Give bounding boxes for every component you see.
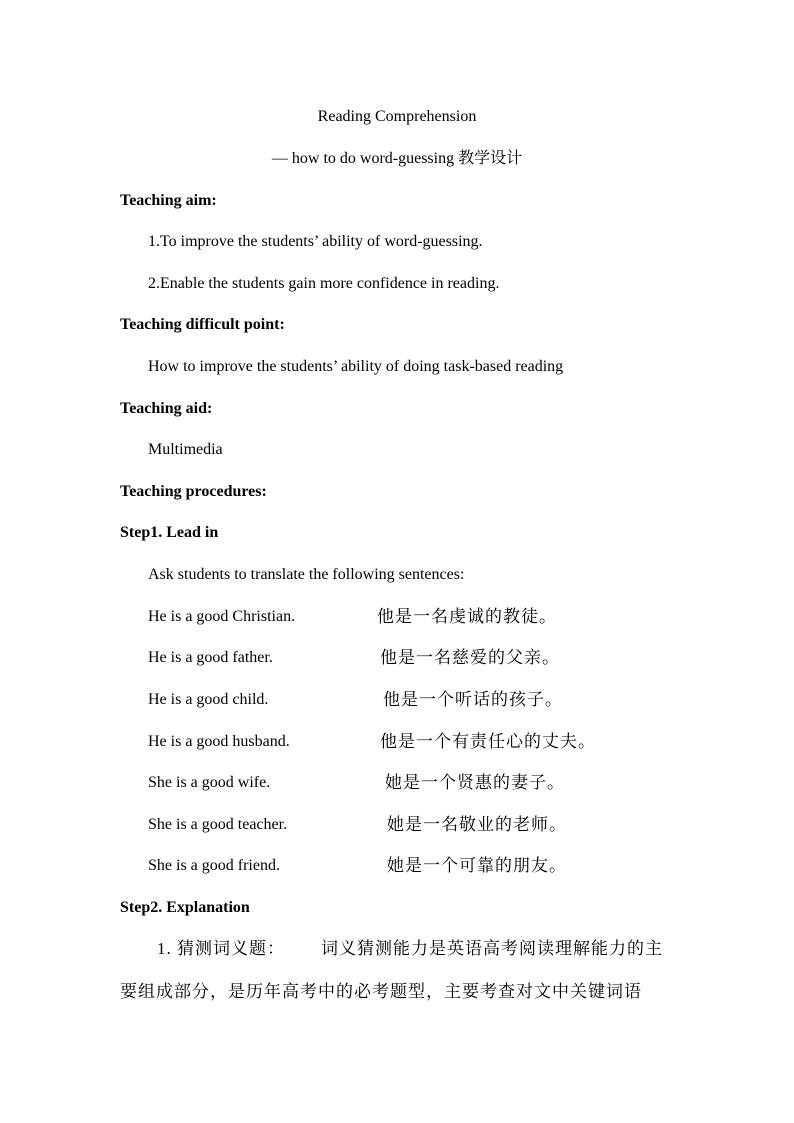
translation-row-en: She is a good wife. bbox=[148, 774, 271, 791]
translation-row-en: He is a good husband. bbox=[148, 733, 290, 750]
translation-row-zh: 他是一个有责任心的丈夫。 bbox=[380, 732, 596, 751]
teaching-aim-item: 1.To improve the students’ ability of word-guessing. bbox=[148, 233, 483, 250]
step1-heading: Step1. Lead in bbox=[120, 524, 219, 541]
translation-row-zh: 她是一个可靠的朋友。 bbox=[387, 856, 567, 875]
difficult-point-heading: Teaching difficult point: bbox=[120, 316, 285, 333]
translation-row-en: She is a good teacher. bbox=[148, 816, 288, 833]
document-subtitle: — how to do word-guessing 教学设计 bbox=[271, 150, 523, 167]
step2-para-label: 1. 猜测词义题： bbox=[157, 939, 285, 958]
translation-row-zh: 她是一个贤惠的妻子。 bbox=[385, 773, 565, 792]
translation-row-zh: 他是一名慈爱的父亲。 bbox=[380, 648, 560, 667]
teaching-aid-text: Multimedia bbox=[148, 441, 223, 458]
step2-para-line: 要组成部分，是历年高考中的必考题型，主要考查对文中关键词语 bbox=[120, 982, 642, 1001]
translation-row-zh: 他是一个听话的孩子。 bbox=[383, 690, 563, 709]
difficult-point-text: How to improve the students’ ability of doing task-based reading bbox=[148, 358, 564, 375]
document-title: Reading Comprehension bbox=[317, 108, 477, 125]
step1-instruction: Ask students to translate the following sentences: bbox=[148, 566, 465, 583]
translation-row-zh: 她是一名敬业的老师。 bbox=[387, 815, 567, 834]
teaching-aim-item: 2.Enable the students gain more confidence in reading. bbox=[148, 275, 500, 292]
translation-row-en: He is a good child. bbox=[148, 691, 269, 708]
translation-row-en: He is a good Christian. bbox=[148, 608, 296, 625]
translation-row-zh: 他是一名虔诚的教徒。 bbox=[377, 607, 557, 626]
step2-heading: Step2. Explanation bbox=[120, 899, 250, 916]
teaching-aim-heading: Teaching aim: bbox=[120, 192, 217, 209]
procedures-heading: Teaching procedures: bbox=[120, 483, 267, 500]
step2-para-line: 词义猜测能力是英语高考阅读理解能力的主 bbox=[321, 939, 663, 958]
translation-row-en: She is a good friend. bbox=[148, 857, 280, 874]
teaching-aid-heading: Teaching aid: bbox=[120, 400, 213, 417]
translation-row-en: He is a good father. bbox=[148, 649, 273, 666]
